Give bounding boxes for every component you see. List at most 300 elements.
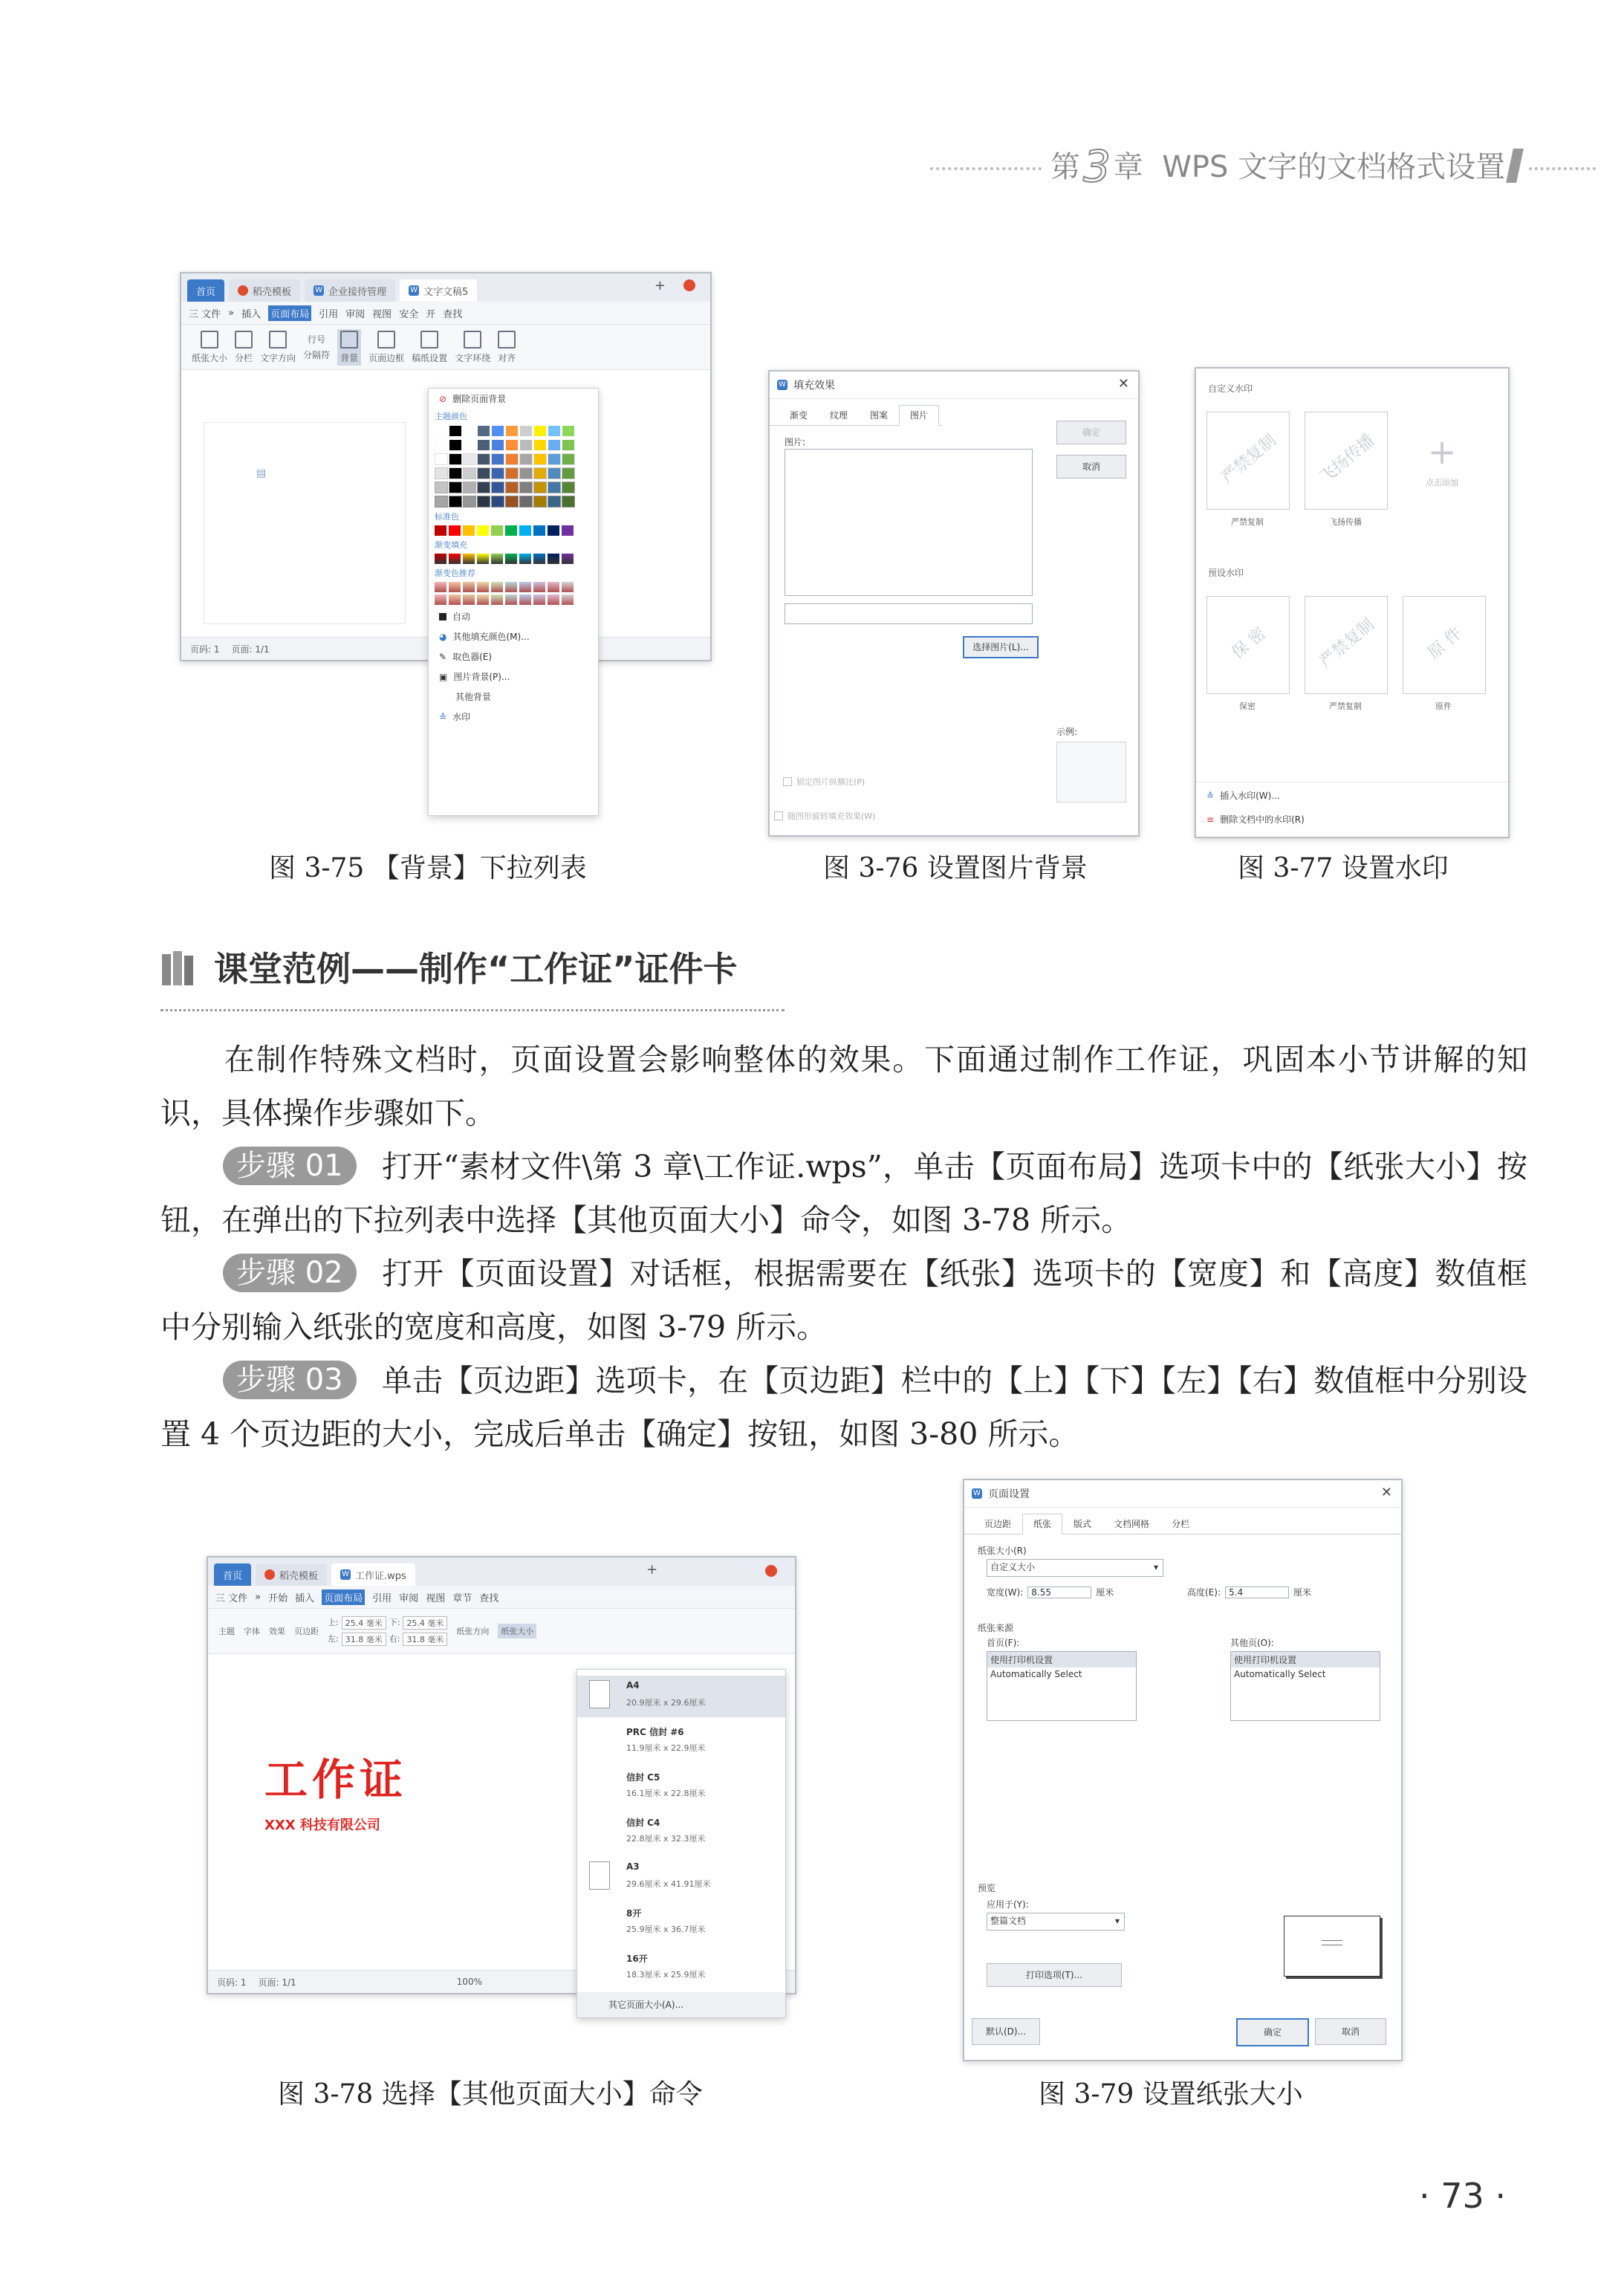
orientation-button[interactable]: 纸张方向 [456, 1627, 490, 1636]
color-swatch[interactable] [435, 453, 448, 465]
tab-paper[interactable]: 纸张 [1022, 1514, 1062, 1534]
right-margin-field[interactable]: 31.8 毫米 [403, 1633, 447, 1646]
intro-paragraph [160, 1033, 1527, 1140]
menu-search[interactable]: 查找 [443, 308, 463, 320]
step-03-text: 单击【页边距】选项卡，在【页边距】栏中的【上】【下】【左】【右】数值框中分别设置 4 个页边距的大小，完成后单击【确定】按钮，如图 3-80 所示。 [160, 1363, 1527, 1452]
color-swatch[interactable] [435, 439, 448, 451]
select-picture-button[interactable]: 选择图片(L)... [963, 636, 1039, 658]
color-swatch[interactable] [463, 425, 476, 437]
color-swatch[interactable] [562, 496, 575, 508]
gradient-swatch[interactable] [548, 582, 559, 592]
theme-color-grid[interactable] [429, 424, 598, 509]
status-pages: 页面: 1/1 [231, 644, 270, 655]
background-dropdown [428, 388, 599, 816]
bottom-margin-field[interactable]: 25.4 毫米 [403, 1616, 447, 1630]
background-button[interactable] [337, 329, 361, 366]
left-margin-field[interactable]: 31.8 毫米 [342, 1633, 386, 1646]
other-pages-label: 其他页(O): [1230, 1638, 1274, 1648]
color-swatch[interactable] [477, 525, 489, 536]
tab-docer-label: 稻壳模板 [253, 286, 292, 298]
tab-picture[interactable]: 图片 [899, 405, 939, 426]
menu-review[interactable]: 审阅 [345, 308, 366, 320]
watermark-tile[interactable] [1305, 412, 1388, 510]
watermark-tile-label: 严禁复制 [1231, 517, 1264, 527]
tab-docer[interactable] [256, 1563, 327, 1586]
checkbox-icon [774, 811, 783, 820]
first-page-list[interactable] [987, 1651, 1137, 1721]
gradient-swatch[interactable] [533, 582, 545, 592]
paper-size-button[interactable]: 纸张大小 [498, 1624, 536, 1638]
color-swatch[interactable] [548, 467, 561, 479]
other-pages-option[interactable]: Automatically Select [1234, 1669, 1326, 1679]
wps-icon: W [972, 1488, 982, 1499]
paper-size-select[interactable] [987, 1559, 1163, 1577]
color-swatch[interactable] [449, 467, 462, 479]
books-icon [160, 948, 199, 987]
palette-icon: ◕ [439, 631, 447, 642]
watermark-item[interactable] [429, 707, 598, 727]
fig79-tabs [964, 1514, 1401, 1534]
sample-box [1056, 742, 1126, 803]
watermark-tile[interactable] [1305, 596, 1388, 694]
color-swatch[interactable] [533, 439, 547, 451]
paper-size-name: 8开 [626, 1908, 642, 1919]
watermark-tile[interactable] [1206, 596, 1290, 694]
color-swatch[interactable] [548, 482, 561, 493]
tab-document5[interactable] [400, 279, 477, 302]
picture-icon: ▣ [439, 671, 448, 682]
step-01-badge: 步骤 01 [223, 1147, 357, 1185]
document-page[interactable] [204, 422, 406, 624]
remove-background-item[interactable] [429, 389, 598, 409]
color-swatch[interactable] [491, 467, 504, 479]
gradient-swatch[interactable] [435, 554, 446, 564]
watermark-label: 水印 [452, 712, 471, 722]
standard-colors-label: 标准色 [435, 512, 459, 522]
step-02-paragraph [160, 1247, 1527, 1354]
color-swatch[interactable] [519, 496, 533, 508]
menu-references[interactable]: 引用 [372, 1592, 392, 1604]
color-swatch[interactable] [449, 425, 462, 437]
color-swatch[interactable] [449, 482, 462, 493]
cancel-button[interactable]: 取消 [1315, 2018, 1386, 2045]
menu-file[interactable]: 三 文件 [189, 308, 221, 320]
color-swatch[interactable] [548, 496, 561, 508]
rotate-checkbox[interactable] [774, 810, 875, 822]
paper-size-item[interactable] [577, 1676, 785, 1717]
color-swatch[interactable] [463, 439, 476, 451]
page-border-button[interactable] [368, 331, 404, 364]
color-swatch[interactable] [562, 525, 574, 536]
paper-size-item[interactable] [577, 1902, 785, 1944]
watermark-stamp: 飞扬传播 [1316, 431, 1379, 487]
color-swatch[interactable] [562, 439, 575, 451]
close-icon[interactable]: ✕ [1117, 376, 1129, 392]
more-fill-label: 其他填充颜色(M)... [452, 632, 530, 642]
columns-label: 分栏 [235, 352, 253, 363]
tab-doc-grid[interactable]: 文档网格 [1114, 1519, 1150, 1529]
picker-item[interactable] [429, 646, 598, 667]
menu-view[interactable]: 视图 [372, 308, 392, 320]
gradient-swatch[interactable] [491, 594, 503, 605]
tab-home[interactable]: 首页 [187, 279, 224, 302]
menu-search[interactable]: 查找 [479, 1592, 499, 1604]
color-swatch[interactable] [533, 425, 547, 437]
text-wrap-button[interactable] [455, 331, 490, 364]
auto-color-item[interactable] [429, 606, 598, 626]
color-swatch[interactable] [533, 453, 547, 465]
chevron-down-icon: ▾ [1114, 1916, 1120, 1926]
paper-size-label: 纸张大小(R) [978, 1546, 1027, 1556]
paper-size-item[interactable] [577, 1948, 785, 1989]
avatar[interactable] [683, 279, 695, 291]
insert-watermark-item[interactable] [1206, 789, 1280, 802]
color-swatch[interactable] [463, 467, 476, 479]
paper-size-item[interactable] [577, 1766, 785, 1808]
gradient-swatch[interactable] [491, 554, 503, 564]
page-icon [589, 1680, 610, 1708]
menu-section[interactable]: 章节 [452, 1592, 472, 1604]
gradient-swatch[interactable] [533, 594, 545, 605]
margin-row-1 [328, 1616, 447, 1630]
other-page-size-item[interactable]: 其它页面大小(A)... [577, 1992, 785, 2017]
gradient-swatch[interactable] [519, 554, 531, 564]
height-field[interactable]: 5.4 [1225, 1586, 1289, 1598]
color-swatch[interactable] [548, 425, 561, 437]
chapter-number: 3 [1083, 141, 1111, 192]
gradient-swatch[interactable] [463, 582, 475, 592]
color-swatch[interactable] [519, 482, 533, 493]
color-swatch[interactable] [463, 496, 476, 508]
tab-reception-label: 企业接待管理 [328, 286, 387, 298]
color-swatch[interactable] [477, 453, 490, 465]
color-swatch[interactable] [505, 525, 517, 536]
color-swatch[interactable] [548, 439, 561, 451]
width-field[interactable]: 8.55 [1027, 1586, 1091, 1598]
paper-size-dropdown [576, 1669, 786, 2018]
watermark-tile[interactable] [1206, 412, 1290, 510]
color-swatch[interactable] [505, 453, 519, 465]
doc-title: 工作证 [264, 1754, 408, 1805]
delete-watermark-item[interactable] [1206, 813, 1305, 826]
paper-size-dims: 20.9厘米 x 29.6厘米 [626, 1698, 706, 1708]
color-swatch[interactable] [505, 425, 519, 437]
gradient-swatch[interactable] [505, 594, 517, 605]
text-direction-button[interactable] [260, 331, 296, 364]
other-pages-list[interactable] [1230, 1651, 1380, 1721]
gradient-swatch[interactable] [449, 594, 461, 605]
background-label: 背景 [340, 352, 359, 363]
default-button[interactable]: 默认(D)... [972, 2018, 1040, 2045]
gradient-swatch[interactable] [435, 582, 446, 592]
status-page: 页码: 1 [190, 644, 220, 655]
color-swatch[interactable] [491, 525, 503, 536]
tab-columns[interactable]: 分栏 [1172, 1519, 1190, 1529]
color-swatch[interactable] [435, 482, 448, 493]
color-swatch[interactable] [548, 525, 559, 536]
ok-button[interactable]: 确定 [1056, 421, 1126, 444]
other-background-item[interactable] [429, 687, 598, 707]
color-swatch[interactable] [491, 425, 504, 437]
left-margin-label: 左: [328, 1634, 339, 1644]
gradient-swatch[interactable] [548, 594, 559, 605]
delete-watermark-label: 删除文档中的水印(R) [1220, 814, 1305, 825]
tab-docer[interactable] [229, 279, 300, 302]
tab-margins[interactable]: 页边距 [984, 1519, 1012, 1529]
cancel-button[interactable]: 取消 [1056, 455, 1126, 479]
color-swatch[interactable] [449, 439, 462, 451]
tab-pattern[interactable]: 图案 [870, 410, 889, 421]
bottom-margin-label: 下: [389, 1618, 400, 1627]
margin-row-2 [328, 1633, 447, 1646]
header-dots-left [930, 167, 1042, 170]
header-bar [1506, 149, 1524, 183]
text-wrap-label: 文字环绕 [455, 352, 491, 363]
color-swatch[interactable] [463, 482, 476, 493]
line-numbers-button[interactable] [303, 333, 330, 361]
theme-colors-label: 主题颜色 [435, 412, 467, 421]
more-fill-item[interactable] [429, 626, 598, 646]
color-swatch[interactable] [449, 453, 462, 465]
tab-document5-label: 文字文稿5 [423, 286, 469, 298]
page-border-icon [377, 331, 395, 349]
gradient-recommend-grid[interactable] [429, 580, 598, 606]
new-tab-icon[interactable]: + [654, 278, 666, 294]
fig75-menu [181, 302, 710, 325]
gradient-swatch[interactable] [505, 554, 517, 564]
color-swatch[interactable] [435, 467, 448, 479]
gradient-swatch[interactable] [533, 554, 545, 564]
gradient-swatch[interactable] [491, 582, 503, 592]
font-button[interactable]: 字体 [244, 1627, 260, 1636]
menu-more[interactable]: » [255, 1591, 262, 1603]
color-swatch[interactable] [519, 439, 533, 451]
color-swatch[interactable] [519, 453, 533, 465]
watermark-icon: ≙ [1206, 790, 1215, 801]
gradient-swatch[interactable] [505, 582, 517, 592]
custom-watermark-label: 自定义水印 [1208, 383, 1253, 394]
color-swatch[interactable] [533, 496, 547, 508]
color-swatch[interactable] [562, 467, 575, 479]
color-swatch[interactable] [449, 525, 461, 536]
color-swatch[interactable] [505, 467, 519, 479]
color-swatch[interactable] [533, 482, 547, 493]
align-button[interactable] [498, 331, 516, 364]
paper-size-dims: 18.3厘米 x 25.9厘米 [626, 1970, 706, 1980]
color-swatch[interactable] [477, 467, 490, 479]
gradient-swatch[interactable] [477, 582, 489, 592]
color-swatch[interactable] [477, 425, 490, 437]
menu-insert[interactable]: 插入 [241, 308, 262, 320]
plus-icon: + [1427, 432, 1457, 472]
effects-button[interactable]: 效果 [269, 1627, 285, 1636]
color-swatch[interactable] [548, 453, 561, 465]
picture-background-label: 图片背景(P)... [453, 672, 510, 682]
tab-work-card-label: 工作证.wps [355, 1570, 406, 1582]
gradient-swatch[interactable] [562, 582, 574, 592]
ok-button[interactable]: 确定 [1236, 2018, 1309, 2046]
text-direction-label: 文字方向 [260, 352, 296, 363]
print-options-button[interactable]: 打印选项(T)... [987, 1963, 1122, 1987]
theme-button[interactable]: 主题 [218, 1627, 235, 1636]
paper-size-item[interactable] [577, 1812, 785, 1853]
standard-color-grid[interactable] [429, 524, 598, 537]
color-swatch[interactable] [491, 496, 504, 508]
apply-to-select[interactable] [987, 1913, 1125, 1931]
align-label: 对齐 [498, 352, 516, 363]
new-tab-icon[interactable]: + [646, 1562, 658, 1578]
gradient-swatch[interactable] [562, 594, 574, 605]
watermark-stamp: 严禁复制 [1316, 615, 1379, 672]
menu-page-layout[interactable]: 页面布局 [322, 1589, 365, 1605]
gradient-swatch[interactable] [519, 594, 531, 605]
menu-file[interactable]: 三 文件 [215, 1592, 248, 1604]
paper-size-dims: 11.9厘米 x 22.9厘米 [626, 1743, 706, 1753]
paper-size-dims: 29.6厘米 x 41.91厘米 [626, 1879, 711, 1889]
tab-gradient[interactable]: 渐变 [790, 410, 808, 421]
gradient-swatch[interactable] [548, 554, 559, 564]
gradient-fill-label: 渐变填充 [435, 540, 467, 550]
fig78-caption: 图 3-78 选择【其他页面大小】命令 [278, 2079, 703, 2110]
color-swatch[interactable] [519, 525, 531, 536]
fig79-dialog [963, 1479, 1403, 2061]
gradient-swatch[interactable] [477, 594, 489, 605]
columns-button[interactable] [235, 331, 253, 364]
manuscript-button[interactable] [412, 331, 447, 364]
lock-ratio-checkbox[interactable] [783, 776, 865, 788]
color-swatch[interactable] [519, 425, 533, 437]
fig78-ribbon [208, 1609, 795, 1654]
color-swatch[interactable] [505, 496, 519, 508]
menu-page-layout[interactable]: 页面布局 [268, 305, 311, 321]
paper-size-dims: 16.1厘米 x 22.8厘米 [626, 1789, 706, 1798]
color-swatch[interactable] [491, 482, 504, 493]
other-background-label: 其他背景 [455, 692, 492, 702]
color-swatch[interactable] [519, 467, 533, 479]
tab-texture[interactable]: 纹理 [830, 410, 848, 421]
paper-size-dims: 22.8厘米 x 32.3厘米 [626, 1834, 706, 1844]
tab-layout[interactable]: 版式 [1074, 1519, 1092, 1529]
color-swatch[interactable] [533, 467, 547, 479]
menu-security[interactable]: 安全 [399, 308, 419, 320]
color-swatch[interactable] [491, 453, 504, 465]
gradient-swatch[interactable] [463, 594, 475, 605]
delete-watermark-icon: ≡ [1206, 814, 1215, 825]
menu-insert[interactable]: 插入 [295, 1592, 315, 1604]
menu-references[interactable]: 引用 [319, 308, 339, 320]
insert-watermark-label: 插入水印(W)... [1220, 791, 1280, 801]
add-watermark-button[interactable] [1401, 412, 1483, 508]
tab-reception[interactable] [305, 279, 395, 302]
top-margin-label: 上: [328, 1618, 339, 1627]
paper-size-button[interactable] [192, 331, 227, 364]
page-border-label: 页面边框 [368, 352, 405, 363]
apply-to-value: 整篇文档 [990, 1916, 1027, 1926]
lock-ratio-label: 锁定图片纵横比(P) [796, 777, 865, 787]
color-swatch[interactable] [562, 453, 575, 465]
other-pages-option[interactable]: 使用打印机设置 [1231, 1652, 1380, 1667]
gradient-swatch[interactable] [449, 582, 461, 592]
color-swatch[interactable] [435, 525, 446, 536]
tab-work-card[interactable] [331, 1563, 415, 1586]
first-page-option[interactable]: Automatically Select [990, 1669, 1082, 1679]
menu-open[interactable]: 开 [426, 308, 436, 320]
watermark-tile-label: 原件 [1435, 701, 1452, 711]
page-number: · 73 · [1419, 2176, 1507, 2216]
first-page-label: 首页(F): [987, 1638, 1020, 1648]
color-swatch[interactable] [533, 525, 545, 536]
color-swatch[interactable] [463, 453, 476, 465]
watermark-tile[interactable] [1403, 596, 1486, 694]
no-fill-icon: ⊘ [439, 393, 447, 404]
color-swatch[interactable] [463, 525, 475, 536]
intro-text: 在制作特殊文档时，页面设置会影响整体的效果。下面通过制作工作证，巩固本小节讲解的知识，具体操作步骤如下。 [160, 1042, 1527, 1131]
gradient-swatch[interactable] [562, 554, 574, 564]
gradient-swatch[interactable] [449, 554, 461, 564]
menu-review[interactable]: 审阅 [399, 1592, 419, 1604]
close-icon[interactable]: ✕ [1380, 1485, 1392, 1500]
fig75-ribbon [181, 325, 710, 370]
color-swatch[interactable] [477, 496, 490, 508]
menu-start[interactable]: 开始 [268, 1592, 288, 1604]
fig78-tabbar [208, 1557, 795, 1586]
paper-size-item[interactable] [577, 1857, 785, 1899]
gradient-swatch[interactable] [435, 594, 446, 605]
avatar[interactable] [765, 1565, 777, 1577]
docer-icon [264, 1569, 275, 1580]
zoom-level[interactable]: 100% [456, 1977, 482, 1987]
paper-size-dims: 25.9厘米 x 36.7厘米 [626, 1925, 706, 1934]
color-swatch[interactable] [435, 425, 448, 437]
first-page-option[interactable]: 使用打印机设置 [987, 1652, 1136, 1667]
gradient-swatch[interactable] [477, 554, 489, 564]
color-swatch[interactable] [449, 496, 462, 508]
manuscript-icon [420, 331, 438, 349]
top-margin-field[interactable]: 25.4 毫米 [342, 1616, 386, 1630]
gradient-swatch[interactable] [463, 554, 475, 564]
tab-home[interactable]: 首页 [214, 1563, 251, 1586]
color-swatch[interactable] [505, 439, 519, 451]
section-title: 课堂范例——制作“工作证”证件卡 [214, 949, 738, 989]
color-swatch[interactable] [562, 482, 575, 493]
picture-background-item[interactable] [429, 667, 598, 687]
color-swatch[interactable] [562, 425, 575, 437]
rotate-label: 随图形旋转填充效果(W) [787, 811, 876, 821]
margins-button[interactable]: 页边距 [294, 1627, 319, 1636]
paper-size-name: A4 [626, 1680, 640, 1691]
chapter-title: WPS 文字的文档格式设置 [1162, 150, 1506, 184]
picture-preview-box [785, 449, 1033, 596]
margin-fields [328, 1616, 447, 1646]
paper-size-item[interactable] [577, 1721, 785, 1763]
color-swatch[interactable] [477, 482, 490, 493]
paper-size-value: 自定义大小 [990, 1562, 1036, 1572]
color-swatch[interactable] [505, 482, 519, 493]
gradient-swatch[interactable] [519, 582, 531, 592]
menu-more[interactable]: » [228, 307, 235, 319]
auto-label: 自动 [452, 612, 471, 622]
preview-line [1322, 1940, 1342, 1941]
color-swatch[interactable] [435, 496, 448, 508]
paper-icon [201, 331, 218, 349]
cursor-marker-icon: ▤ [256, 467, 267, 479]
color-swatch[interactable] [491, 439, 504, 451]
watermark-tile-label: 保密 [1239, 701, 1256, 711]
gradient-grid[interactable] [429, 552, 598, 565]
menu-view[interactable]: 视图 [426, 1592, 446, 1604]
preview-box [1284, 1916, 1380, 1977]
color-swatch[interactable] [477, 439, 490, 451]
